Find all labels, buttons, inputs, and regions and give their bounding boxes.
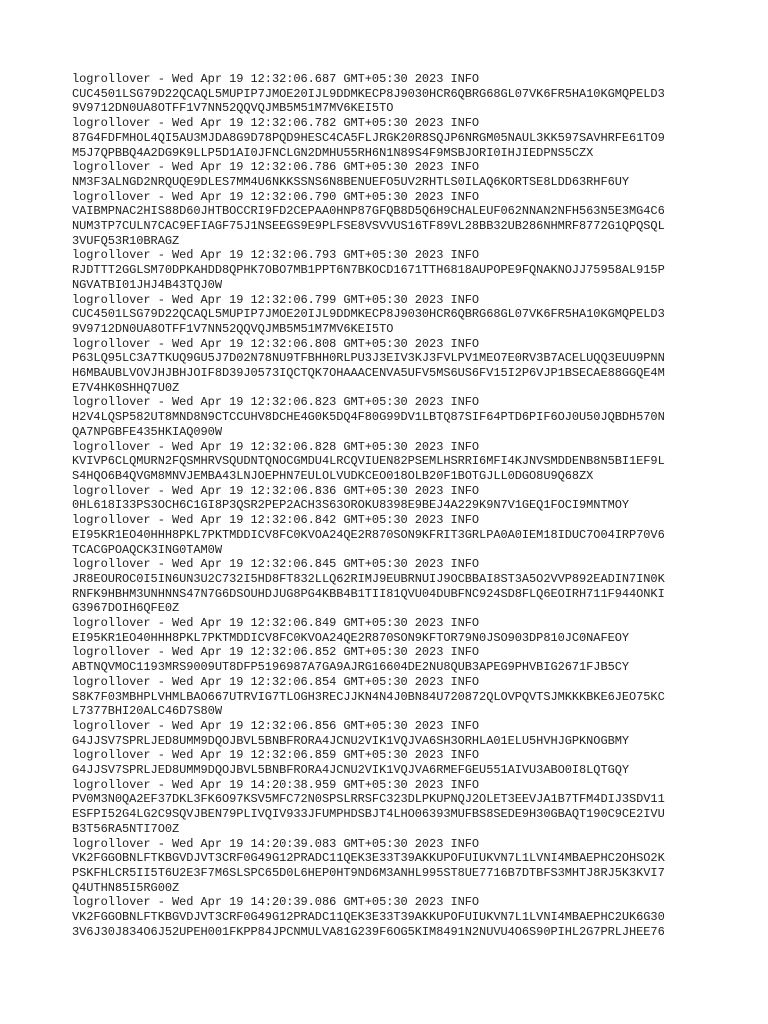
log-entry-payload: S8K7F03MBHPLVHMLBAO667UTRVIG7TLOGH3RECJJKN4N4J0BN84U720872QLOVPQVTSJMKKKBKE6JEO75KC [72,689,665,704]
log-entry-payload: M5J7QPBBQ4A2DG9K9LLP5D1AI0JFNCLGN2DMHU55RH6N1N89S4F9MSBJORI0IHJIEDPNS5CZX [72,145,594,160]
log-entry-payload: G4JJSV7SPRLJED8UMM9DQOJBVL5BNBFRORA4JCNU2VIK1VQJVA6RMEFGEU551AIVU3ABO0I8LQTGQY [72,763,630,778]
log-entry-payload: NM3F3ALNGD2NRQUQE9DLES7MM4U6NKKSSNS6N8BENUEFO5UV2RHTLS0ILAQ6KORTSE8LDD63RHF6UY [72,174,630,189]
log-entry-header: logrollover - Wed Apr 19 12:32:06.790 GMT+05:30 2023 INFO [72,189,480,204]
log-entry-payload: ESFPI52G4LG2C9SQVJBEN79PLIVQIV933JFUMPHDSBJT4LHO06393MUFBS8SEDE9H30GBAQT190C9CE2IVU [72,807,665,822]
log-entry-header: logrollover - Wed Apr 19 12:32:06.793 GMT+05:30 2023 INFO [72,248,480,263]
log-entry-payload: VK2FGGOBNLFTKBGVDJVT3CRF0G49G12PRADC11QEK3E33T39AKKUPOFUIUKVN7L1LVNI4MBAEPHC2OHSO2K [72,851,665,866]
log-entry-payload: PV0M3N0QA2EF37DKL3FK6O97KSV5MFC72N0SPSLRRSFC323DLPKUPNQJ2OLET3EEVJA1B7TFM4DIJ3SDV11 [72,792,665,807]
log-entry-payload: 3V6J30J834O6J52UPEH001FKPP84JPCNMULVA81G239F6OG5KIM8491N2NUVU4O6S90PIHL2G7PRLJHEE76 [72,924,665,939]
log-entry-header: logrollover - Wed Apr 19 12:32:06.852 GMT+05:30 2023 INFO [72,645,480,660]
log-entry-header: logrollover - Wed Apr 19 12:32:06.799 GMT+05:30 2023 INFO [72,292,480,307]
log-entry-payload: PSKFHLCR5II5T6U2E3F7M6SLSPC65D0L6HEP0HT9ND6M3ANHL995ST8UE7716B7DTBFS3MHTJ8RJ5K3KVI7 [72,865,665,880]
log-entry-payload: H2V4LQSP582UT8MND8N9CTCCUHV8DCHE4G0K5DQ4F80G99DV1LBTQ87SIF64PTD6PIF6OJ0U50JQBDH570N [72,410,665,425]
log-entry-payload: RNFK9HBHM3UNHNNS47N7G6DSOUHDJUG8PG4KBB4B1TII81QVU04DUBFNC924SD8FLQ6EOIRH711F944ONKI [72,586,665,601]
log-entry-header: logrollover - Wed Apr 19 12:32:06.782 GMT+05:30 2023 INFO [72,116,480,131]
log-entry-payload: VAIBMPNAC2HIS88D60JHTBOCCRI9FD2CEPAA0HNP87GFQB8D5Q6H9CHALEUF062NNAN2NFH563N5E3MG4C6 [72,204,665,219]
log-entry-payload: CUC4501LSG79D22QCAQL5MUPIP7JMOE20IJL9DDMKECP8J9030HCR6QBRG68GL07VK6FR5HA10KGMQPELD3 [72,307,665,322]
log-entry-payload: CUC4501LSG79D22QCAQL5MUPIP7JMOE20IJL9DDMKECP8J9030HCR6QBRG68GL07VK6FR5HA10KGMQPELD3 [72,86,665,101]
log-entry-header: logrollover - Wed Apr 19 12:32:06.845 GMT+05:30 2023 INFO [72,557,480,572]
log-entry-payload: Q4UTHN85I5RG00Z [72,880,180,895]
log-entry-payload: ABTNQVMOC1193MRS9009UT8DFP5196987A7GA9AJRG16604DE2NU8QUB3APEG9PHVBIG2671FJB5CY [72,660,630,675]
log-entry-payload: 9V9712DN0UA8OTFF1V7NN52QQVQJMB5M51M7MV6KEI5TO [72,101,394,116]
log-entry-payload: 87G4FDFMHOL4QI5AU3MJDA8G9D78PQD9HESC4CA5FLJRGK20R8SQJP6NRGM05NAUL3KK597SAVHRFE61TO9 [72,130,665,145]
log-entry-header: logrollover - Wed Apr 19 14:20:39.086 GMT+05:30 2023 INFO [72,895,480,910]
log-entry-header: logrollover - Wed Apr 19 14:20:39.083 GMT+05:30 2023 INFO [72,836,480,851]
log-entry-payload: G4JJSV7SPRLJED8UMM9DQOJBVL5BNBFRORA4JCNU2VIK1VQJVA6SH3ORHLA01ELU5HVHJGPKNOGBMY [72,733,630,748]
log-entry-payload: 0HL618I33PS3OCH6C1GI8P3QSR2PEP2ACH3S63OROKU8398E9BEJ4A229K9N7V1GEQ1FOCI9MNTMOY [72,498,630,513]
log-entry-payload: VK2FGGOBNLFTKBGVDJVT3CRF0G49G12PRADC11QEK3E33T39AKKUPOFUIUKVN7L1LVNI4MBAEPHC2UK6G30 [72,910,665,925]
log-entry-header: logrollover - Wed Apr 19 12:32:06.842 GMT+05:30 2023 INFO [72,513,480,528]
log-entry-payload: L7377BHI20ALC46D7S80W [72,704,222,719]
log-entry-header: logrollover - Wed Apr 19 12:32:06.849 GMT+05:30 2023 INFO [72,616,480,631]
log-entry-header: logrollover - Wed Apr 19 12:32:06.786 GMT+05:30 2023 INFO [72,160,480,175]
log-entry-header: logrollover - Wed Apr 19 12:32:06.828 GMT+05:30 2023 INFO [72,439,480,454]
log-entry-payload: 3VUFQ53R10BRAGZ [72,233,180,248]
log-entry-payload: TCACGPOAQCK3ING0TAM0W [72,542,222,557]
log-entry-header: logrollover - Wed Apr 19 12:32:06.808 GMT+05:30 2023 INFO [72,336,480,351]
log-entry-payload: 9V9712DN0UA8OTFF1V7NN52QQVQJMB5M51M7MV6KEI5TO [72,321,394,336]
log-entry-payload: B3T56RA5NTI7O0Z [72,821,180,836]
log-entry-header: logrollover - Wed Apr 19 12:32:06.687 GMT+05:30 2023 INFO [72,72,480,86]
log-entry-header: logrollover - Wed Apr 19 12:32:06.859 GMT+05:30 2023 INFO [72,748,480,763]
log-entry-header: logrollover - Wed Apr 19 12:32:06.823 GMT+05:30 2023 INFO [72,395,480,410]
log-entry-payload: NGVATBI01JHJ4B43TQJ0W [72,277,222,292]
log-entry-payload: E7V4HK0SHHQ7U0Z [72,380,180,395]
log-entry-payload: EI95KR1EO40HHH8PKL7PKTMDDICV8FC0KVOA24QE2R870SON9KFTOR79N0JSO903DP810JC0NAFEOY [72,630,630,645]
log-entry-payload: G3967DOIH6QFE0Z [72,601,180,616]
log-entry-payload: JR8EOUROC0I5IN6UN3U2C732I5HD8FT832LLQ62RIMJ9EUBRNUIJ9OCBBAI8ST3A5O2VVP892EADIN7IN0K [72,571,665,586]
log-entry-payload: S4HQO6B4QVGM8MNVJEMBA43LNJOEPHN7EULOLVUDKCEO018OLB20F1BOTGJLL0DGO8U9Q68ZX [72,468,594,483]
log-entry-header: logrollover - Wed Apr 19 12:32:06.836 GMT+05:30 2023 INFO [72,483,480,498]
log-entry-header: logrollover - Wed Apr 19 14:20:38.959 GMT+05:30 2023 INFO [72,777,480,792]
log-entry-payload: QA7NPGBFE435HKIAQ090W [72,424,222,439]
log-entry-payload: RJDTTT2GGLSM70DPKAHDD8QPHK7OBO7MB1PPT6N7BKOCD1671TTH6818AUPOPE9FQNAKNOJJ75958AL915P [72,263,665,278]
log-entry-payload: EI95KR1EO40HHH8PKL7PKTMDDICV8FC0KVOA24QE2R870SON9KFRIT3GRLPA0A0IEM18IDUC7O04IRP70V6 [72,527,665,542]
log-entry-payload: KVIVP6CLQMURN2FQSMHRVSQUDNTQNOCGMDU4LRCQVIUEN82PSEMLHSRRI6MFI4KJNVSMDDENB8N5BI1EF9L [72,454,665,469]
log-entry-payload: NUM3TP7CULN7CAC9EFIAGF75J1NSEEGS9E9PLFSE8VSVVUS16TF89VL28BB32UB286NHMRF8772G1QPQSQL [72,219,665,234]
log-entry-header: logrollover - Wed Apr 19 12:32:06.856 GMT+05:30 2023 INFO [72,718,480,733]
log-entry-header: logrollover - Wed Apr 19 12:32:06.854 GMT+05:30 2023 INFO [72,674,480,689]
log-entry-payload: H6MBAUBLVOVJHJBHJOIF8D39J0573IQCTQK7OHAAACENVA5UFV5MS6US6FV15I2P6VJP1BSECAE88GGQE4M [72,366,665,381]
log-document [72,72,712,939]
log-entry-payload: P63LQ95LC3A7TKUQ9GU5J7D02N78NU9TFBHH0RLPU3J3EIV3KJ3FVLPV1MEO7E0RV3B7ACELUQQ3EUU9PNN [72,351,665,366]
